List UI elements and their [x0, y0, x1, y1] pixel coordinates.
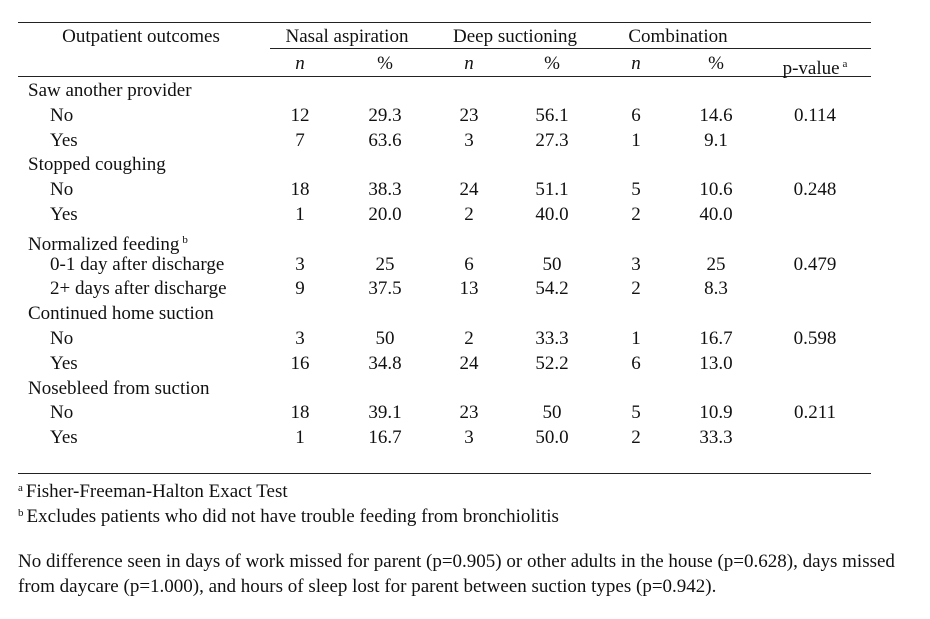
- pct-cell: 34.8: [368, 353, 402, 374]
- pct-cell: 10.6: [699, 179, 733, 200]
- row-label: Yes: [50, 427, 78, 448]
- row-label: Yes: [50, 353, 78, 374]
- pct-cell: 13.0: [699, 353, 733, 374]
- footnote-a-mark: a: [18, 482, 23, 494]
- n-cell: 7: [295, 130, 305, 151]
- pct-cell: 38.3: [368, 179, 402, 200]
- pvalue-cell: 0.598: [793, 328, 837, 349]
- n-cell: 23: [459, 402, 479, 423]
- n-header-deep: n: [464, 53, 474, 74]
- row-label: 2+ days after discharge: [50, 278, 227, 299]
- n-cell: 3: [464, 427, 474, 448]
- row-label: Yes: [50, 130, 78, 151]
- section-title: [28, 377, 210, 401]
- row-label: No: [50, 328, 74, 349]
- pct-cell: 16.7: [368, 427, 402, 448]
- footnote-b-text: Excludes patients who did not have trouble feeding from bronchiolitis: [26, 506, 559, 527]
- n-cell: 6: [631, 105, 641, 126]
- pct-cell: 50.0: [535, 427, 569, 448]
- combination-header: Combination: [628, 26, 728, 47]
- pvalue-cell: 0.211: [793, 402, 837, 423]
- pct-cell: 20.0: [368, 204, 402, 225]
- pct-cell: 10.9: [699, 402, 733, 423]
- section-title: [28, 302, 214, 326]
- pct-cell: 29.3: [368, 105, 402, 126]
- section-title: [28, 79, 192, 103]
- n-header-combo: n: [631, 53, 641, 74]
- pct-cell: 52.2: [535, 353, 569, 374]
- n-cell: 5: [631, 402, 641, 423]
- row-label: 0-1 day after discharge: [50, 254, 225, 275]
- section-title-text: Normalized feeding: [28, 234, 180, 255]
- n-cell: 3: [464, 130, 474, 151]
- pvalue-header: [783, 52, 848, 81]
- n-cell: 18: [290, 179, 310, 200]
- subheader-rule: [18, 76, 871, 77]
- n-cell: 1: [295, 204, 305, 225]
- table-top-rule: [18, 22, 871, 23]
- pct-cell: 33.3: [535, 328, 569, 349]
- pvalue-cell: 0.114: [793, 105, 837, 126]
- pvalue-header-label: p-value: [782, 58, 840, 79]
- pct-cell: 50: [542, 402, 562, 423]
- pct-cell: 14.6: [699, 105, 733, 126]
- pvalue-cell: 0.479: [793, 254, 837, 275]
- row-label: Yes: [50, 204, 78, 225]
- row-label: No: [50, 105, 74, 126]
- pvalue-footnote-mark: a: [842, 58, 848, 70]
- summary-note: No difference seen in days of work missed for parent (p=0.905) or other adults in the house (p=0.628), days missed from daycare (p=1.000), and hours of sleep lost for parent between suction types (p=0.942).: [18, 551, 895, 597]
- section-footnote-mark: b: [182, 234, 188, 246]
- pct-cell: 50: [375, 328, 395, 349]
- footnote-a: [18, 476, 288, 504]
- table-bottom-rule: [18, 473, 871, 474]
- n-cell: 3: [295, 254, 305, 275]
- n-cell: 12: [290, 105, 310, 126]
- pct-cell: 25: [375, 254, 395, 275]
- n-cell: 24: [459, 179, 479, 200]
- n-cell: 1: [631, 130, 641, 151]
- n-cell: 6: [631, 353, 641, 374]
- footnote-b-mark: b: [18, 507, 24, 519]
- pct-cell: 37.5: [368, 278, 402, 299]
- n-cell: 5: [631, 179, 641, 200]
- row-label: No: [50, 179, 74, 200]
- n-cell: 3: [295, 328, 305, 349]
- n-cell: 2: [464, 204, 474, 225]
- pct-cell: 9.1: [704, 130, 728, 151]
- pct-cell: 51.1: [535, 179, 569, 200]
- n-cell: 3: [631, 254, 641, 275]
- n-cell: 1: [295, 427, 305, 448]
- section-title-text: Saw another provider: [28, 80, 192, 101]
- n-cell: 13: [459, 278, 479, 299]
- pct-cell: 39.1: [368, 402, 402, 423]
- pct-cell: 54.2: [535, 278, 569, 299]
- n-header-nasal: n: [295, 53, 305, 74]
- row-label: No: [50, 402, 74, 423]
- pct-cell: 16.7: [699, 328, 733, 349]
- n-cell: 18: [290, 402, 310, 423]
- pct-header-deep: %: [544, 53, 560, 74]
- pct-cell: 40.0: [699, 204, 733, 225]
- n-cell: 2: [631, 204, 641, 225]
- n-cell: 1: [631, 328, 641, 349]
- section-title-text: Nosebleed from suction: [28, 378, 210, 399]
- n-cell: 16: [290, 353, 310, 374]
- footnote-a-text: Fisher-Freeman-Halton Exact Test: [25, 481, 288, 502]
- pct-cell: 40.0: [535, 204, 569, 225]
- section-title-text: Stopped coughing: [28, 154, 166, 175]
- pct-cell: 56.1: [535, 105, 569, 126]
- pct-cell: 33.3: [699, 427, 733, 448]
- n-cell: 2: [631, 427, 641, 448]
- pct-cell: 25: [706, 254, 726, 275]
- deep-suctioning-header: Deep suctioning: [452, 26, 578, 47]
- n-cell: 2: [631, 278, 641, 299]
- pct-header-combo: %: [708, 53, 724, 74]
- footnote-b: [18, 501, 559, 529]
- outcomes-column-header: Outpatient outcomes: [62, 26, 220, 47]
- nasal-aspiration-header: Nasal aspiration: [285, 26, 409, 47]
- pct-cell: 8.3: [704, 278, 728, 299]
- pvalue-cell: 0.248: [793, 179, 837, 200]
- section-title: [28, 153, 166, 177]
- section-title-text: Continued home suction: [28, 303, 214, 324]
- pct-header-nasal: %: [377, 53, 393, 74]
- n-cell: 23: [459, 105, 479, 126]
- n-cell: 2: [464, 328, 474, 349]
- pct-cell: 50: [542, 254, 562, 275]
- n-cell: 6: [464, 254, 474, 275]
- n-cell: 9: [295, 278, 305, 299]
- n-cell: 24: [459, 353, 479, 374]
- pct-cell: 63.6: [368, 130, 402, 151]
- pct-cell: 27.3: [535, 130, 569, 151]
